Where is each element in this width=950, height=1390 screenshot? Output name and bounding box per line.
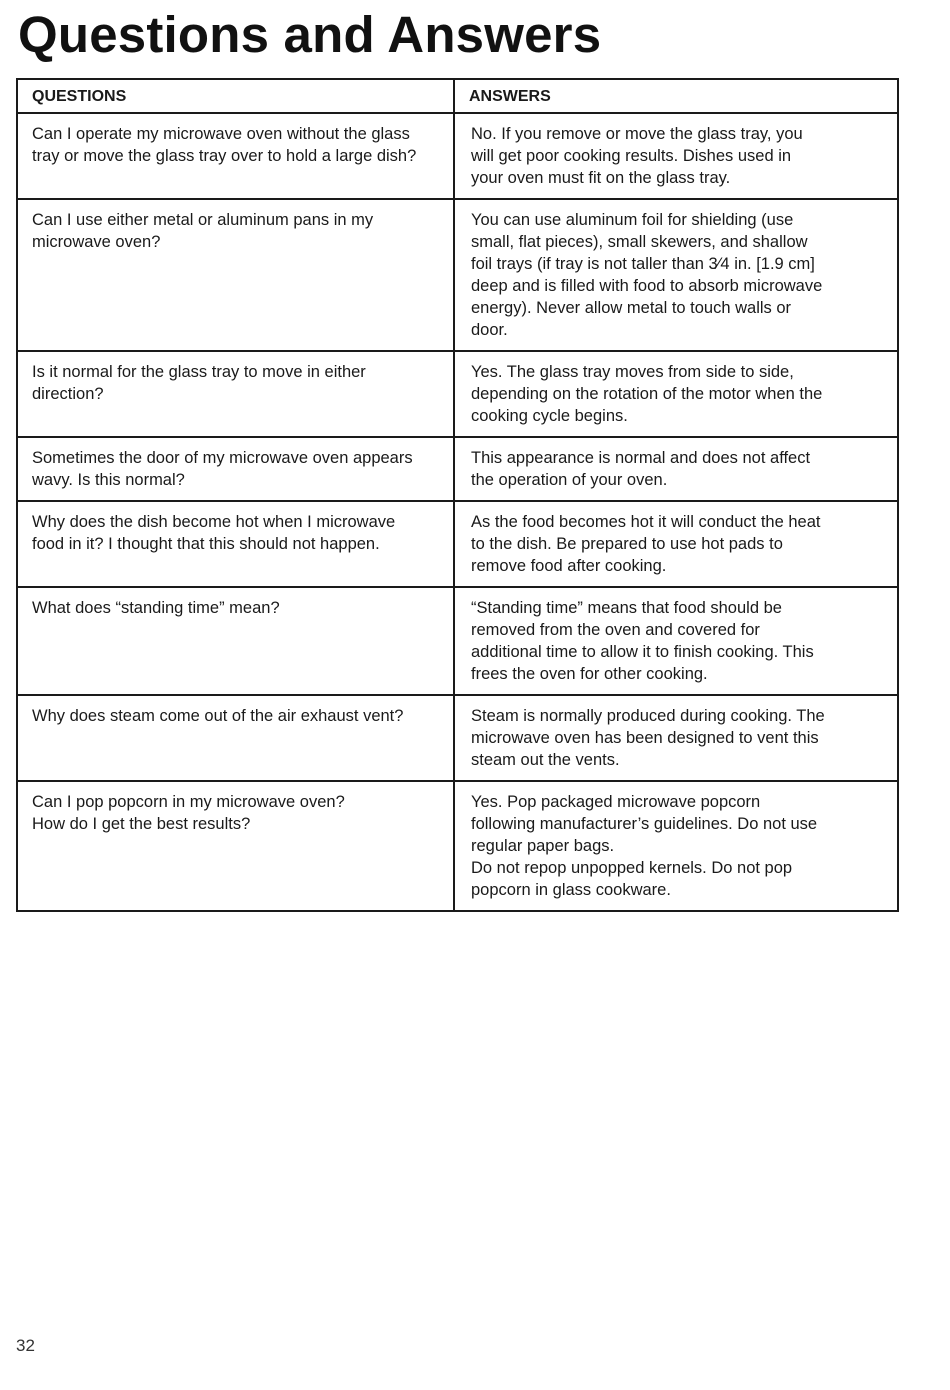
answer-text: “Standing time” means that food should be [471, 599, 782, 617]
table-row [17, 781, 898, 911]
answer-text: frees the oven for other cooking. [471, 665, 708, 683]
answer-text: cooking cycle begins. [471, 407, 628, 425]
answer-cell [454, 437, 898, 501]
answer-text: You can use aluminum foil for shielding (use [471, 211, 794, 229]
page-title: Questions and Answers [18, 6, 602, 63]
answer-text: your oven must fit on the glass tray. [471, 169, 731, 187]
question-text: direction? [32, 385, 104, 403]
answer-text: to the dish. Be prepared to use hot pads to [471, 535, 783, 553]
question-text: Can I operate my microwave oven without the glass [32, 125, 410, 143]
answer-text: the operation of your oven. [471, 471, 668, 489]
answer-text: regular paper bags. [471, 837, 615, 855]
page-number: 32 [16, 1336, 35, 1355]
answer-cell [454, 351, 898, 437]
table-row [17, 501, 898, 587]
questions-header: QUESTIONS [17, 79, 454, 113]
answer-cell [454, 587, 898, 695]
answer-text: As the food becomes hot it will conduct the heat [471, 513, 821, 531]
answer-text: Do not repop unpopped kernels. Do not pop [471, 859, 793, 877]
table-row [17, 437, 898, 501]
question-text: Sometimes the door of my microwave oven appears [32, 449, 413, 467]
answer-text: additional time to allow it to finish cooking. This [471, 643, 814, 661]
answer-cell [454, 781, 898, 911]
table-row [17, 199, 898, 351]
answer-text: popcorn in glass cookware. [471, 881, 671, 899]
question-text: Can I use either metal or aluminum pans in my [32, 211, 374, 229]
answer-text: deep and is filled with food to absorb microwave [471, 277, 823, 295]
question-text: Why does the dish become hot when I microwave [32, 513, 396, 531]
question-cell [17, 695, 454, 781]
answer-text: depending on the rotation of the motor when the [471, 385, 823, 403]
table-body [17, 113, 898, 911]
answer-text: following manufacturer’s guidelines. Do not use [471, 815, 818, 833]
question-cell [17, 587, 454, 695]
question-text: How do I get the best results? [32, 815, 251, 833]
answer-cell [454, 695, 898, 781]
table-row [17, 113, 898, 199]
question-text: microwave oven? [32, 233, 161, 251]
answer-text: Yes. Pop packaged microwave popcorn [471, 793, 761, 811]
answer-text: removed from the oven and covered for [471, 621, 760, 639]
answer-cell [454, 113, 898, 199]
answers-header: ANSWERS [454, 79, 898, 113]
answer-text: microwave oven has been designed to vent this [471, 729, 819, 747]
answer-text: energy). Never allow metal to touch walls or [471, 299, 792, 317]
answer-text: door. [471, 321, 508, 339]
qa-table [16, 78, 899, 912]
answer-text: will get poor cooking results. Dishes used in [471, 147, 792, 165]
question-text: tray or move the glass tray over to hold a large dish? [32, 147, 417, 165]
question-cell [17, 501, 454, 587]
question-text: wavy. Is this normal? [32, 471, 185, 489]
question-cell [17, 199, 454, 351]
answer-text: remove food after cooking. [471, 557, 667, 575]
answer-text: small, flat pieces), small skewers, and shallow [471, 233, 808, 251]
question-text: Can I pop popcorn in my microwave oven? [32, 793, 345, 811]
question-cell [17, 351, 454, 437]
question-cell [17, 437, 454, 501]
table-row [17, 351, 898, 437]
answer-text: This appearance is normal and does not affect [471, 449, 811, 467]
question-cell [17, 781, 454, 911]
answer-text: No. If you remove or move the glass tray, you [471, 125, 803, 143]
question-text: Is it normal for the glass tray to move in either [32, 363, 366, 381]
question-cell [17, 113, 454, 199]
answer-cell [454, 199, 898, 351]
question-text: What does “standing time” mean? [32, 599, 280, 617]
answer-text: steam out the vents. [471, 751, 620, 769]
answer-text: Yes. The glass tray moves from side to side, [471, 363, 794, 381]
question-text: Why does steam come out of the air exhaust vent? [32, 707, 404, 725]
table-row [17, 695, 898, 781]
answer-text: Steam is normally produced during cooking. The [471, 707, 825, 725]
table-row [17, 587, 898, 695]
table-header-row [17, 79, 898, 113]
answer-cell [454, 501, 898, 587]
answer-text: foil trays (if tray is not taller than 3⁄4 in. [1.9 cm] [471, 255, 815, 273]
question-text: food in it? I thought that this should not happen. [32, 535, 380, 553]
